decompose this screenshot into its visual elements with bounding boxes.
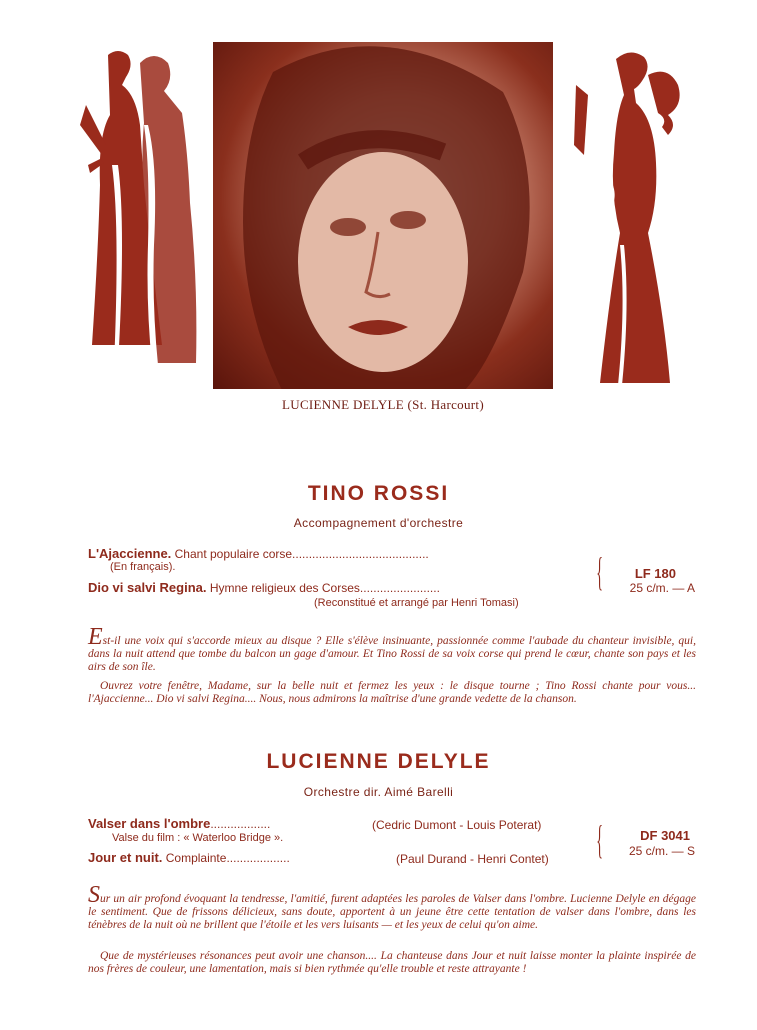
brace: { (596, 549, 603, 594)
track-row: Valser dans l'ombre.................. (88, 816, 271, 831)
portrait-photo (213, 42, 553, 389)
description-paragraph: Que de mystérieuses résonances peut avoir une chanson.... La chanteuse dans Jour et nuit laisse monter la plainte inspirée de nos frères de couleur, une lamentation, mais si bien rythmée qu'elle trouble et reste attrayante ! (88, 950, 696, 975)
track-row: Dio vi salvi Regina. Hymne religieux des Corses........................ (88, 580, 440, 595)
track-note: (Reconstitué et arrangé par Henri Tomasi) (314, 597, 519, 609)
drop-cap: S (88, 882, 100, 908)
description-paragraph: Est-il une voix qui s'accorde mieux au disque ? Elle s'élève insinuante, passionnée comme l'aubade du chanteur invisible, qui, dans la nuit attend que tombe du balcon un gage d'amour. Et Tino Rossi de sa voix corse qui prend le cœur, chante son pays et les airs de son île. (88, 624, 696, 673)
artist-heading: TINO ROSSI (307, 482, 450, 505)
track-note: Valse du film : « Waterloo Bridge ». (112, 832, 284, 844)
track-title: Jour et nuit. (88, 850, 163, 865)
couple-illustration (78, 45, 198, 395)
catalog-number: DF 3041 (640, 828, 690, 843)
description-paragraph: Sur un air profond évoquant la tendresse, l'amitié, furent adaptées les paroles de Valser dans l'ombre. Lucienne Delyle en dégage le sentiment. Que de frissons délicieux, sans doute, apportent à un jeune être cette tentation de valser dans l'ombre, dans les ténèbres de la nuit où ne brillent que l'étoile et les vers luisants — et les yeux de celui qu'on aime. (88, 882, 696, 931)
track-description: Complainte (165, 851, 227, 865)
artist-heading: LUCIENNE DELYLE (266, 750, 491, 773)
track-title: Dio vi salvi Regina. (88, 580, 207, 595)
accompaniment: Accompagnement d'orchestre (293, 516, 464, 530)
track-note: (En français). (110, 561, 176, 573)
track-title: L'Ajaccienne. (88, 546, 172, 561)
accompaniment: Orchestre dir. Aimé Barelli (303, 785, 454, 799)
price: 25 c/m. — A (629, 581, 695, 595)
description-paragraph: Ouvrez votre fenêtre, Madame, sur la belle nuit et fermez les yeux : le disque tourne ; Tino Rossi chante pour vous... l'Ajaccienne... Dio vi salvi Regina.... Nous, nous admirons la maîtrise d'une grande vedette de la chanson. (88, 680, 696, 705)
photo-caption: LUCIENNE DELYLE (St. Harcourt) (282, 397, 484, 412)
track-description: Hymne religieux des Corses (209, 581, 360, 595)
drop-cap: E (88, 624, 103, 650)
price: 25 c/m. — S (628, 844, 695, 858)
woman-illustration (568, 45, 688, 395)
track-description: Chant populaire corse (174, 547, 293, 561)
track-title: Valser dans l'ombre (88, 816, 211, 831)
catalog-number: LF 180 (634, 566, 676, 581)
brace: { (596, 817, 603, 862)
track-row: L'Ajaccienne. Chant populaire corse......................................... (88, 546, 429, 561)
track-row: Jour et nuit. Complainte................... (88, 850, 290, 865)
track-authors: (Cedric Dumont - Louis Poterat) (372, 818, 542, 832)
track-authors: (Paul Durand - Henri Contet) (396, 852, 549, 866)
